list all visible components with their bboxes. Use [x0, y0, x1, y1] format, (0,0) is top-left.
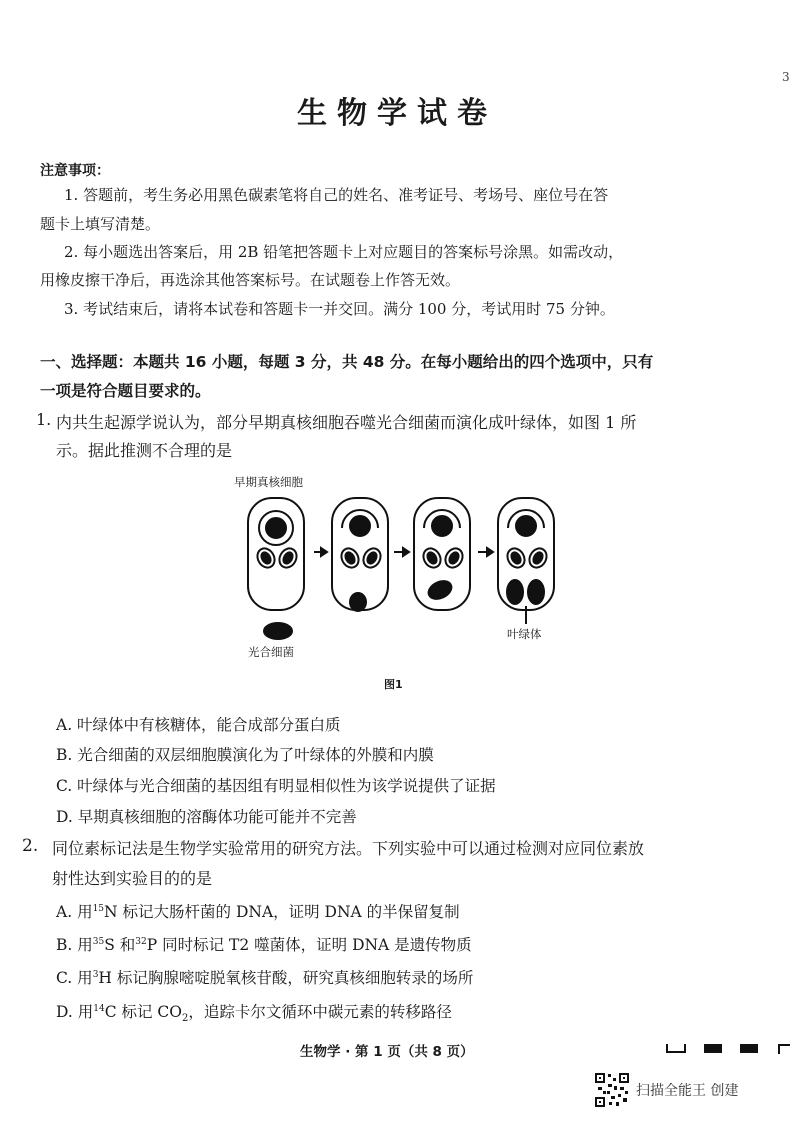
q1-option-d: D. 早期真核细胞的溶酶体功能可能并不完善 — [56, 808, 357, 826]
exam-title: 生物学试卷 — [297, 96, 497, 131]
cell-3 — [414, 498, 470, 610]
q2-option-a: A. 用$^{15}$N 标记大肠杆菌的 DNA，证明 DNA 的半保留复制 — [56, 903, 460, 921]
section-heading-line-2: 一项是符合题目要求的。 — [40, 382, 211, 400]
notice-line-1: 1. 答题前，考生务必用黑色碳素笔将自己的姓名、准考证号、考场号、座位号在答 — [64, 186, 609, 204]
q2-option-b: B. 用$^{35}$S 和$^{32}$P 同时标记 T2 噬菌体，证明 DNA 是遗传物质 — [56, 936, 472, 954]
registration-mark — [778, 1044, 790, 1054]
cell-4 — [498, 498, 554, 610]
q1-option-a: A. 叶绿体中有核糖体，能合成部分蛋白质 — [56, 716, 341, 734]
q2-stem-line-2: 射性达到实验目的的是 — [52, 869, 213, 888]
q1-number: 1. — [36, 410, 52, 429]
q1-stem-line-1: 内共生起源学说认为，部分早期真核细胞吞噬光合细菌而演化成叶绿体，如图 1 所 — [56, 413, 637, 432]
figure-label-chloroplast: 叶绿体 — [507, 627, 542, 641]
registration-mark — [740, 1044, 758, 1053]
photosynthetic-bacterium — [264, 623, 292, 639]
notice-line-5: 3. 考试结束后，请将本试卷和答题卡一并交回。满分 100 分，考试用时 75 分钟。 — [64, 300, 615, 318]
notice-line-2: 题卡上填写清楚。 — [40, 215, 161, 233]
endosymbiosis-figure — [230, 488, 560, 648]
q1-option-c: C. 叶绿体与光合细菌的基因组有明显相似性为该学说提供了证据 — [56, 777, 496, 795]
figure-caption: 图1 — [384, 678, 403, 691]
q2-option-c: C. 用$^3$H 标记胸腺嘧啶脱氧核苷酸，研究真核细胞转录的场所 — [56, 969, 474, 987]
cell-1 — [248, 498, 304, 610]
registration-mark — [704, 1044, 722, 1053]
q1-stem-line-2: 示。据此推测不合理的是 — [56, 441, 233, 460]
notice-line-4: 用橡皮擦干净后，再选涂其他答案标号。在试题卷上作答无效。 — [40, 271, 461, 289]
figure-label-eukaryote: 早期真核细胞 — [234, 475, 303, 489]
registration-mark — [666, 1044, 686, 1053]
q2-option-d: D. 用$^{14}$C 标记 $CO_2$，追踪卡尔文循环中碳元素的转移路径 — [56, 1003, 452, 1025]
scanner-watermark: 扫描全能王 创建 — [636, 1083, 739, 1099]
cell-2 — [332, 498, 388, 611]
q2-stem-line-1: 同位素标记法是生物学实验常用的研究方法。下列实验中可以通过检测对应同位素放 — [52, 839, 645, 858]
q1-option-b: B. 光合细菌的双层细胞膜演化为了叶绿体的外膜和内膜 — [56, 746, 434, 764]
notice-heading: 注意事项： — [40, 163, 110, 179]
qr-code-icon — [594, 1072, 630, 1108]
figure-label-bacterium: 光合细菌 — [248, 645, 294, 659]
section-heading-line-1: 一、选择题：本题共 16 小题，每题 3 分，共 48 分。在每小题给出的四个选项中，只有 — [40, 353, 654, 371]
page-corner-number: 3 — [782, 70, 790, 84]
page-footer: 生物学 · 第 1 页（共 8 页） — [300, 1044, 474, 1060]
q2-number: 2. — [22, 836, 39, 856]
notice-line-3: 2. 每小题选出答案后，用 2B 铅笔把答题卡上对应题目的答案标号涂黑。如需改动， — [64, 243, 624, 261]
